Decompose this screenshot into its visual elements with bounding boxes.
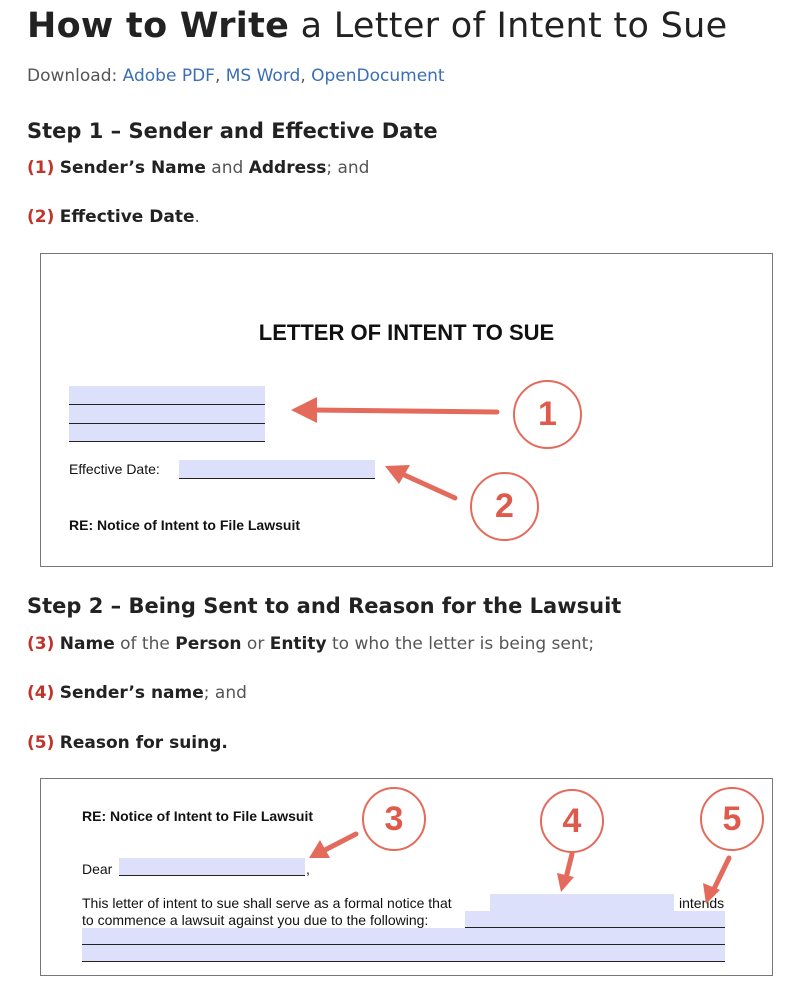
item-number: (2) (27, 207, 55, 227)
item-bold: Effective Date (59, 207, 195, 227)
callout-4: 4 (540, 789, 604, 853)
intends-text: intends (679, 895, 725, 911)
download-word-link[interactable]: MS Word (225, 66, 301, 86)
item-text: ; and (203, 683, 247, 703)
download-links: Download: Adobe PDF, MS Word, OpenDocument (27, 66, 445, 86)
effective-date-label: Effective Date: (69, 461, 160, 477)
item-bold: Name (59, 634, 115, 654)
page-title-bold: How to Write (27, 6, 290, 46)
letter-body-line-2: to commence a lawsuit against you due to the following: (82, 912, 429, 928)
item-bold: Person (175, 634, 242, 654)
letter-body-line-1: This letter of intent to sue shall serve as a formal notice that (82, 895, 452, 911)
page-title-rest: a Letter of Intent to Sue (300, 6, 728, 46)
callout-2: 2 (470, 472, 539, 541)
item-number: (4) (27, 683, 55, 703)
arrow-3 (323, 834, 356, 851)
letter-title: LETTER OF INTENT TO SUE (258, 320, 555, 345)
arrow-1-head (291, 397, 317, 423)
arrow-1 (312, 410, 497, 412)
item-text: of the (114, 634, 176, 654)
callout-1: 1 (513, 380, 582, 449)
item-text: or (241, 634, 270, 654)
item-text: to who the letter is being sent; (326, 634, 595, 654)
item-text: . (194, 207, 200, 227)
item-text: and (205, 158, 249, 178)
arrow-5 (713, 858, 729, 891)
item-number: (5) (27, 733, 55, 753)
download-opendocument-link[interactable]: OpenDocument (311, 66, 445, 86)
dear-comma: , (306, 861, 310, 877)
item-bold: Sender’s name (59, 683, 204, 703)
download-pdf-link[interactable]: Adobe PDF (122, 66, 215, 86)
step1-heading: Step 1 – Sender and Effective Date (27, 119, 438, 143)
dear-label: Dear (82, 861, 113, 877)
step2-heading: Step 2 – Being Sent to and Reason for the Lawsuit (27, 594, 622, 618)
item-number: (3) (27, 634, 55, 654)
item-bold: Entity (269, 634, 327, 654)
item-bold: Sender’s Name (59, 158, 206, 178)
callout-5: 5 (700, 787, 764, 851)
callout-3: 3 (362, 787, 426, 851)
item-bold: Reason for suing. (59, 733, 228, 753)
download-label: Download: (27, 66, 118, 86)
item-number: (1) (27, 158, 55, 178)
re-line: RE: Notice of Intent to File Lawsuit (82, 808, 313, 824)
arrow-2 (400, 473, 455, 498)
arrow-4 (566, 854, 572, 878)
arrow-4-head (557, 873, 574, 892)
item-text: ; and (326, 158, 370, 178)
item-bold: Address (248, 158, 327, 178)
re-line: RE: Notice of Intent to File Lawsuit (69, 517, 300, 533)
